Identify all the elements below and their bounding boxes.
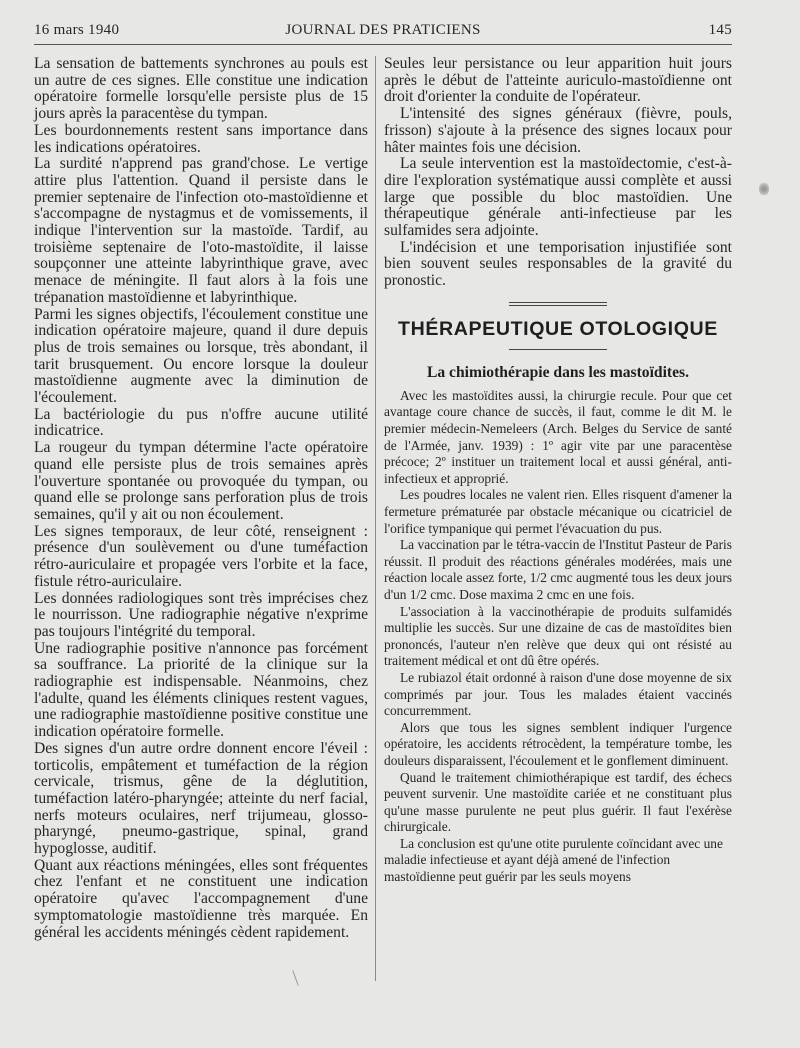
column-divider bbox=[375, 56, 376, 981]
header-page-number: 145 bbox=[708, 22, 732, 38]
paragraph: Les données radiologiques sont très imprécises chez le nourrisson. Une radiographie négative n'exprime pas toujours l'intégrité du temporal. bbox=[34, 589, 368, 640]
paragraph: L'indécision et une temporisation injustifiée sont bien souvent seules responsables de la gravité du pronostic. bbox=[384, 238, 732, 290]
paragraph: La bactériologie du pus n'offre aucune utilité indicatrice. bbox=[34, 405, 368, 440]
section-title: THÉRAPEUTIQUE OTOLOGIQUE bbox=[398, 317, 718, 340]
paragraph: Les poudres locales ne valent rien. Elles risquent d'amener la fermeture prématurée par obstacle mécanique ou cicatriciel de l'orifice tympanique qui permet l'évacuation du pus. bbox=[384, 487, 732, 536]
paragraph: L'intensité des signes généraux (fièvre, pouls, frisson) s'ajoute à la présence des signes locaux pour hâter maintes fois une décision. bbox=[384, 105, 732, 156]
paragraph: Des signes d'un autre ordre donnent encore l'éveil : torticolis, empâtement et tuméfaction de la région cervicale, trismus, gêne de la déglutition, tuméfaction latéro-pharyngée; atteinte du nerf facial, nerfs moteurs oculaires, nerf trijumeau, glosso-pharyngé, pneumo-gastrique, spinal, grand hypoglosse, auditif. bbox=[34, 739, 368, 858]
paragraph: Les signes temporaux, de leur côté, renseignent : présence d'un soulèvement ou d'une tuméfaction rétro-auriculaire et propagée vers l'orbite et la face, fistule rétro-auriculaire. bbox=[34, 522, 368, 590]
paragraph: Les bourdonnements restent sans importance dans les indications opératoires. bbox=[34, 121, 368, 156]
header-date: 16 mars 1940 bbox=[34, 22, 120, 38]
running-header bbox=[34, 20, 732, 45]
paragraph: La vaccination par le tétra-vaccin de l'Institut Pasteur de Paris réussit. Il produit des réactions générales modérées, mais une réaction locale assez forte, 1/2 cmc augmenté tous les deux jours d'un 1/2 cmc. Dose maxima 2 cmc en une fois. bbox=[384, 537, 732, 602]
paragraph: La rougeur du tympan détermine l'acte opératoire quand elle persiste plus de trois semaines après l'ouverture spontanée ou provoquée du tympan, ou quand elle se prolonge sans perforation plus de trois semaines, qu'il y ait ou non écoulement. bbox=[34, 439, 368, 523]
paragraph: Quant aux réactions méningées, elles sont fréquentes chez l'enfant et ne constituent une indication opératoire qu'avec l'accompagnement d'une symptomatologie mastoïdienne très marquée. En général les accidents méningés cèdent rapidement. bbox=[34, 856, 368, 941]
paragraph: La seule intervention est la mastoïdectomie, c'est-à-dire l'exploration systématique aussi complète et aussi large que possible du bloc mastoïdien. Une thérapeutique générale anti-infectieuse par les sulfamides sera adjointe. bbox=[384, 155, 732, 240]
right-column bbox=[384, 56, 732, 886]
paper-mark bbox=[292, 970, 298, 985]
header-journal-title: JOURNAL DES PRATICIENS bbox=[285, 22, 481, 38]
paragraph: La surdité n'apprend pas grand'chose. Le vertige attire plus l'attention. Quand il persiste dans le premier septenaire de l'infection oto-mastoïdienne et s'accompagne de nystagmus et de vomissements, il indique l'intervention sur la mastoïde. Tardif, au troisième septenaire de l'oto-mastoïdite, il laisse soupçonner une atteinte labyrinthique grave, avec menace de méningite. Il faut alors à la fois une trépanation mastoïdienne et labyrinthique. bbox=[34, 155, 368, 306]
rule-separator bbox=[509, 349, 607, 350]
left-column bbox=[34, 56, 368, 941]
paragraph: La sensation de battements synchrones au pouls est un autre de ces signes. Elle constitue une indication opératoire formelle lorsqu'elle persiste plus de 15 jours après la paracentèse du tympan. bbox=[34, 55, 368, 123]
paragraph: Le rubiazol était ordonné à raison d'une dose moyenne de six comprimés par jour. Tous les malades étaient vaccinés concurremment. bbox=[384, 669, 732, 719]
paragraph: Une radiographie positive n'annonce pas forcément sa souffrance. La priorité de la clinique sur la radiographie est indispensable. Néanmoins, chez l'adulte, quand les éléments cliniques restent vagues, une radiographie mastoïdienne positive constitue une indication opératoire formelle. bbox=[34, 639, 368, 741]
article-title: La chimiothérapie dans les mastoïdites. bbox=[426, 363, 690, 381]
paragraph: Parmi les signes objectifs, l'écoulement constitue une indication opératoire majeure, quand il dure depuis plus de trois semaines ou lorsque, très abondant, il tarit brusquement. Ou encore lorsque la douleur mastoïdienne augmente avec la diminution de l'écoulement. bbox=[34, 305, 368, 407]
paragraph: Alors que tous les signes semblent indiquer l'urgence opératoire, les accidents rétrocèdent, la température tombe, les douleurs disparaissent, l'écoulement et le gonflement diminuent. bbox=[384, 719, 732, 768]
paragraph: Seules leur persistance ou leur apparition huit jours après le début de l'atteinte auriculo-mastoïdienne ont droit d'orienter la conduite de l'opérateur. bbox=[384, 55, 732, 106]
paragraph: L'association à la vaccinothérapie de produits sulfamidés multiplie les succès. Sur une dizaine de cas de mastoïdites bien prononcés, l'auteur n'en relève que deux qui ont résisté au traitement médical et ont dû être opérés. bbox=[384, 603, 732, 669]
paper-stain bbox=[759, 182, 769, 196]
paragraph: Quand le traitement chimiothérapique est tardif, des échecs peuvent survenir. Une mastoïdite cariée et ne constituant plus qu'une masse purulente ne peut plus guérir. Il faut l'exérèse chirurgicale. bbox=[384, 769, 732, 835]
double-rule-separator bbox=[509, 302, 607, 306]
paragraph: La conclusion est qu'une otite purulente coïncidant avec une maladie infectieuse et ayant déjà amené de l'infection mastoïdienne peut guérir par les seuls moyens bbox=[384, 835, 723, 885]
paragraph: Avec les mastoïdites aussi, la chirurgie recule. Pour que cet avantage coure chance de succès, il faut, comme le dit M. le premier médecin-Nemeleers (Arch. Belges du Service de santé de l'Armée, janv. 1939) : 1º agir vite par une paracentèse précoce; 2º instituer un traitement local et aussi général, anti-infectieux et approprié. bbox=[384, 387, 732, 486]
